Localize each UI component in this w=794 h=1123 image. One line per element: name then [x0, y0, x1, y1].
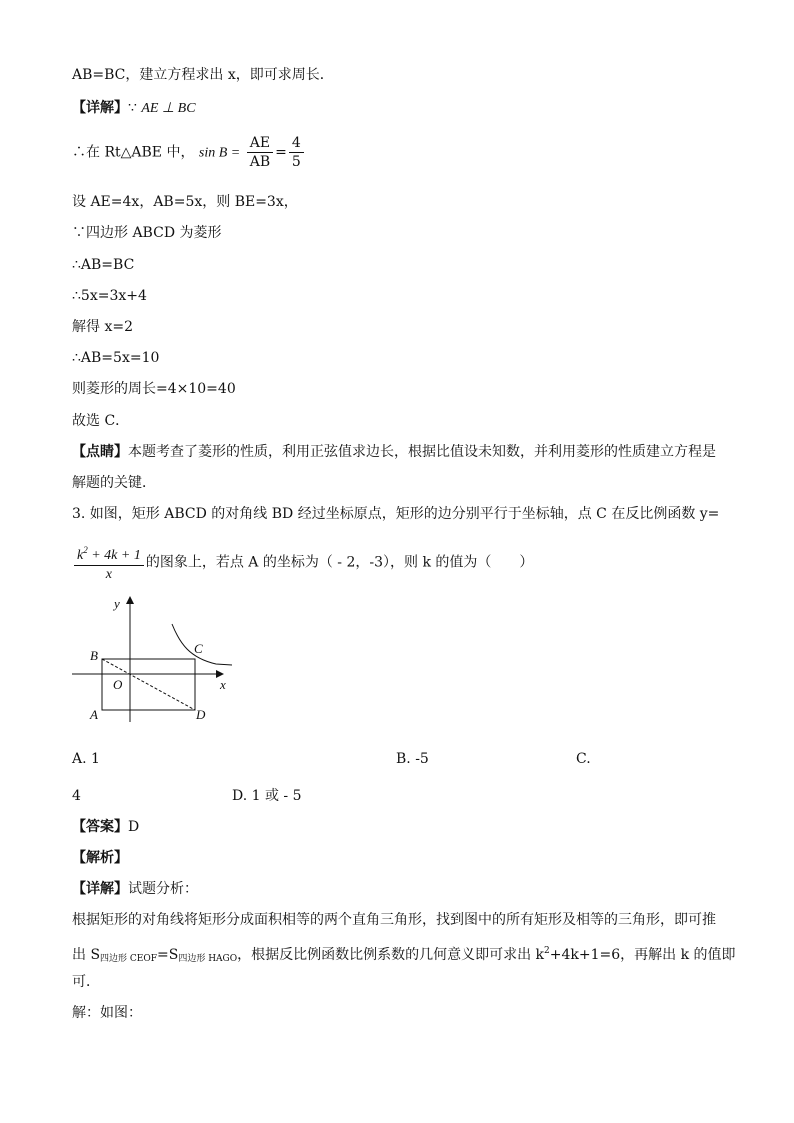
text-line-9: ∴AB=5x=10 — [72, 350, 160, 366]
label-a: A — [90, 707, 98, 722]
label-c: C — [194, 641, 203, 656]
because-symbol: ∵ — [128, 100, 137, 116]
remark-tag: 【点睛】 — [72, 444, 128, 460]
subscript-ceof: 四边形 CEOF — [100, 954, 157, 964]
paragraph-line-2: 出 $S_{四边形 CEOF}=S_{四边形 HAGO}$，根据反比例函数比例系数的几何意义即可求出 $k^2+4k+1=6$，再解出 k 的值即 — [72, 946, 736, 964]
fraction-denominator: 5 — [291, 154, 301, 170]
fraction-4-5 — [289, 134, 304, 171]
text-line-1: AB=BC，建立方程求出 x，即可求周长． — [72, 67, 334, 83]
remark-line — [72, 443, 716, 461]
subscript-hago: 四边形 HAGO — [178, 954, 238, 964]
label-d: D — [196, 707, 206, 722]
perpendicular-expr: AE ⊥ BC — [141, 101, 196, 116]
detail-analysis-line — [72, 880, 198, 898]
question-3-tail: 的图象上，若点 A 的坐标为（ - 2，-3），则 k 的值为（ ） — [145, 554, 534, 571]
answer-value: D — [128, 819, 140, 835]
coordinate-figure — [68, 592, 238, 727]
fraction-numerator: AE — [247, 134, 273, 153]
answer-tag: 【答案】 — [72, 819, 128, 835]
sine-prefix: ∴在 Rt△ABE 中， — [72, 144, 195, 161]
fraction-denominator: x — [105, 567, 113, 582]
option-c-value: 4 — [72, 788, 81, 804]
option-b: B. -5 — [396, 751, 429, 767]
question-3-fraction-line — [72, 541, 533, 584]
sine-line — [72, 134, 306, 171]
fraction-ae-ab — [247, 134, 273, 171]
equals-sign: = — [275, 144, 287, 161]
option-a: A. 1 — [72, 751, 100, 767]
fraction-numerator: $k^2 + 4k + 1$ — [74, 541, 144, 566]
detail-line — [72, 99, 196, 118]
question-3-line: 3. 如图，矩形 ABCD 的对角线 BD 经过坐标原点，矩形的边分别平行于坐标轴，点 C 在反比例函数 y= — [72, 506, 720, 522]
answer-line — [72, 818, 139, 836]
fraction-numerator: 4 — [289, 134, 304, 153]
text-line-13: 解题的关键． — [72, 475, 156, 491]
paragraph-line-1: 根据矩形的对角线将矩形分成面积相等的两个直角三角形，找到图中的所有矩形及相等的三角形，即可推 — [72, 912, 716, 928]
paragraph-line-4: 解：如图： — [72, 1005, 142, 1021]
label-y: y — [114, 596, 120, 611]
sine-label: sin B = — [198, 145, 241, 161]
paragraph-line-3: 可． — [72, 974, 100, 990]
fraction-denominator: AB — [249, 154, 271, 170]
text-line-10: 则菱形的周长=4×10=40 — [72, 381, 236, 397]
option-d: D. 1 或 - 5 — [232, 788, 302, 804]
text-line-5: ∵四边形 ABCD 为菱形 — [72, 225, 222, 241]
text-line-8: 解得 x=2 — [72, 319, 133, 335]
label-b: B — [90, 648, 98, 663]
text-line-6: ∴AB=BC — [72, 257, 135, 273]
analysis-tag: 【解析】 — [72, 850, 128, 866]
text-line-7: ∴5x=3x+4 — [72, 288, 147, 304]
inverse-function-fraction — [74, 541, 144, 584]
option-c: C. — [576, 751, 591, 767]
superscript-2: 2 — [544, 946, 550, 956]
text-line-4: 设 AE=4x，AB=5x，则 BE=3x， — [72, 194, 298, 210]
label-o: O — [113, 677, 123, 692]
detail-analysis-text: 试题分析： — [128, 881, 198, 897]
y-axis-arrow — [126, 596, 134, 604]
detail-tag: 【详解】 — [72, 100, 128, 116]
remark-text: 本题考查了菱形的性质，利用正弦值求边长，根据比值设未知数，并利用菱形的性质建立方程是 — [128, 444, 716, 460]
text-line-11: 故选 C． — [72, 413, 130, 429]
label-x: x — [220, 677, 226, 692]
detail-tag-2: 【详解】 — [72, 881, 128, 897]
